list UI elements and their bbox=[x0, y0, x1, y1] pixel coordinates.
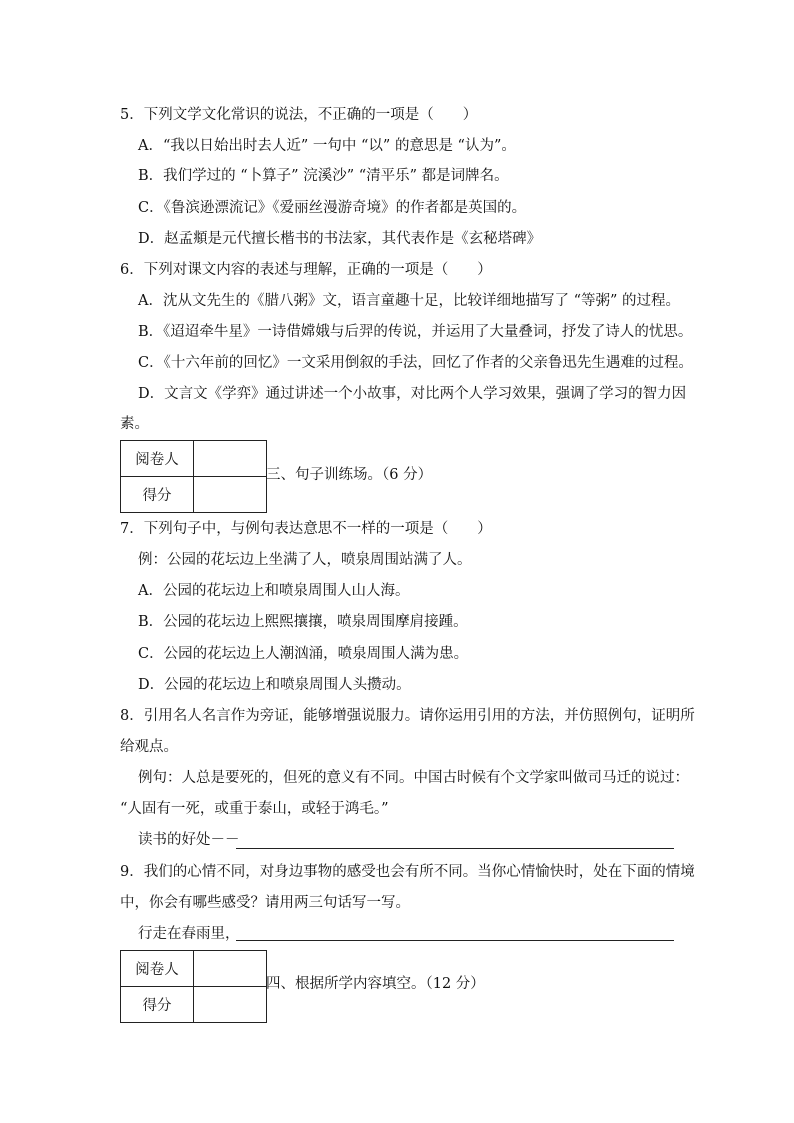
q8-example-line2: “人固有一死，或重于泰山，或轻于鸿毛。” bbox=[120, 801, 389, 817]
q5-option-c: C．《鲁滨逊漂流记》《爱丽丝漫游奇境》的作者都是英国的。 bbox=[138, 200, 527, 216]
q6-stem: 6．下列对课文内容的表述与理解，正确的一项是（ ） bbox=[120, 262, 492, 278]
q8-stem-line2: 给观点。 bbox=[120, 739, 178, 755]
q5-option-a: A．“我以日始出时去人近” 一句中 “以” 的意思是 “认为”。 bbox=[138, 138, 516, 154]
q8-answer-line[interactable] bbox=[236, 848, 674, 849]
q9-stem-line1: 9．我们的心情不同，对身边事物的感受也会有所不同。当你心情愉快时，处在下面的情境 bbox=[120, 864, 695, 880]
q7-option-b: B．公园的花坛边上熙熙攘攘，喷泉周围摩肩接踵。 bbox=[138, 614, 468, 630]
score-label: 得分 bbox=[121, 987, 194, 1023]
q7-stem: 7．下列句子中，与例句表达意思不一样的一项是（ ） bbox=[120, 521, 492, 537]
reviewer-label: 阅卷人 bbox=[121, 951, 194, 987]
score-field[interactable] bbox=[194, 477, 267, 513]
section3-title: 三、句子训练场。（6 分） bbox=[266, 467, 433, 483]
score-box-section3 bbox=[120, 440, 267, 513]
q6-option-b: B．《迢迢牵牛星》一诗借嫦娥与后羿的传说，并运用了大量叠词，抒发了诗人的忧思。 bbox=[138, 324, 693, 340]
q6-option-d-line2: 素。 bbox=[120, 416, 149, 432]
score-box-section4 bbox=[120, 950, 267, 1023]
q6-option-c: C．《十六年前的回忆》一文采用倒叙的手法，回忆了作者的父亲鲁迅先生遇难的过程。 bbox=[138, 355, 693, 371]
q7-example: 例：公园的花坛边上坐满了人，喷泉周围站满了人。 bbox=[138, 552, 472, 568]
reviewer-label: 阅卷人 bbox=[121, 441, 194, 477]
score-field[interactable] bbox=[194, 987, 267, 1023]
q5-option-b: B．我们学过的 “卜算子” 浣溪沙” “清平乐” 都是词牌名。 bbox=[138, 168, 509, 184]
reviewer-field[interactable] bbox=[194, 441, 267, 477]
q5-option-d: D．赵孟頫是元代擅长楷书的书法家，其代表作是《玄秘塔碑》 bbox=[138, 231, 542, 247]
q6-option-a: A．沈从文先生的《腊八粥》文，语言童趣十足，比较详细地描写了 “等粥” 的过程。 bbox=[138, 293, 681, 309]
section4-title: 四、根据所学内容填空。（12 分） bbox=[266, 976, 485, 992]
q7-option-a: A．公园的花坛边上和喷泉周围人山人海。 bbox=[138, 583, 410, 599]
score-label: 得分 bbox=[121, 477, 194, 513]
q7-option-c: C．公园的花坛边上人潮汹涌，喷泉周围人满为患。 bbox=[138, 646, 469, 662]
q9-stem-line2: 中，你会有哪些感受？请用两三句话写一写。 bbox=[120, 895, 410, 911]
q9-prompt: 行走在春雨里， bbox=[138, 926, 240, 942]
q8-example-line1: 例句：人总是要死的，但死的意义有不同。中国古时候有个文学家叫做司马迁的说过： bbox=[138, 770, 689, 786]
q8-stem-line1: 8．引用名人名言作为旁证，能够增强说服力。请你运用引用的方法，并仿照例句，证明所 bbox=[120, 708, 695, 724]
reviewer-field[interactable] bbox=[194, 951, 267, 987]
q6-option-d-line1: D．文言文《学弈》通过讲述一个小故事，对比两个人学习效果，强调了学习的智力因 bbox=[138, 386, 687, 402]
q8-prompt: 读书的好处－－ bbox=[138, 832, 240, 848]
q9-answer-line[interactable] bbox=[236, 940, 674, 941]
q5-stem: 5．下列文学文化常识的说法，不正确的一项是（ ） bbox=[120, 107, 478, 123]
q7-option-d: D．公园的花坛边上和喷泉周围人头攒动。 bbox=[138, 677, 411, 693]
